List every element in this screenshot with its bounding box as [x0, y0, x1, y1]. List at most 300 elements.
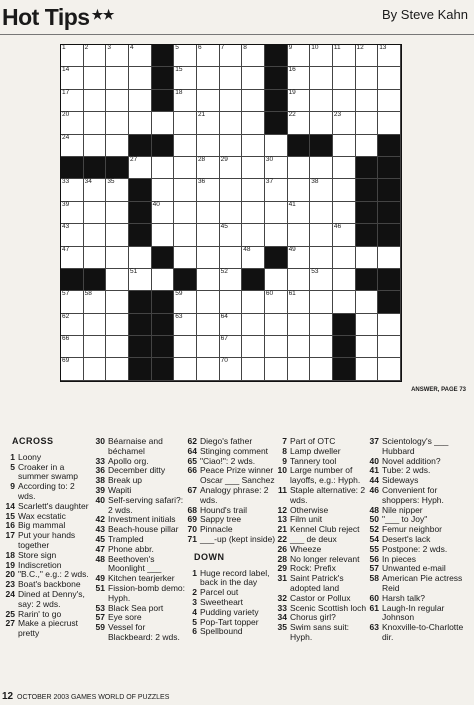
clue-number: 71 — [187, 533, 197, 544]
grid-cell[interactable] — [333, 269, 356, 291]
grid-cell[interactable] — [265, 157, 288, 179]
grid-cell[interactable] — [152, 179, 175, 201]
grid-cell[interactable] — [197, 157, 220, 179]
black-square — [356, 202, 379, 224]
grid-cell[interactable] — [61, 179, 84, 201]
grid-cell[interactable] — [310, 247, 333, 269]
grid-cell[interactable] — [220, 135, 243, 157]
clue-number: 53 — [95, 602, 105, 613]
grid-cell[interactable] — [84, 67, 107, 89]
grid-cell[interactable] — [310, 314, 333, 336]
grid-cell[interactable] — [197, 90, 220, 112]
clue-text: Make a piecrust pretty — [18, 618, 78, 639]
grid-cell[interactable] — [310, 202, 333, 224]
cell-number: 67 — [220, 335, 228, 343]
grid-cell[interactable] — [106, 269, 129, 291]
grid-cell[interactable] — [129, 157, 152, 179]
grid-cell[interactable] — [242, 112, 265, 134]
cell-number: 49 — [288, 245, 296, 253]
clue-item — [182, 466, 282, 486]
grid-cell[interactable] — [197, 247, 220, 269]
grid-cell[interactable] — [288, 358, 311, 380]
clue-item — [0, 482, 92, 502]
grid-cell[interactable] — [174, 112, 197, 134]
grid-cell[interactable] — [106, 224, 129, 246]
clue-number: 49 — [95, 573, 105, 584]
grid-cell[interactable] — [220, 202, 243, 224]
grid-cell[interactable] — [333, 135, 356, 157]
cell-number: 20 — [62, 111, 70, 119]
clue-number: 54 — [369, 533, 379, 544]
black-square — [378, 269, 401, 291]
grid-cell[interactable] — [378, 67, 401, 89]
grid-cell[interactable] — [265, 224, 288, 246]
clue-column-3 — [182, 437, 282, 637]
down-heading: DOWN — [194, 551, 225, 562]
grid-cell[interactable] — [333, 90, 356, 112]
grid-cell[interactable] — [220, 157, 243, 179]
black-square — [356, 179, 379, 201]
grid-cell[interactable] — [333, 112, 356, 134]
clue-number: 14 — [5, 500, 15, 511]
grid-cell[interactable] — [84, 135, 107, 157]
clue-text: Convenient for shoppers: Hyph. — [382, 484, 444, 505]
grid-cell[interactable] — [61, 45, 84, 67]
grid-cell[interactable] — [84, 336, 107, 358]
clue-number: 65 — [187, 455, 197, 466]
grid-cell[interactable] — [356, 135, 379, 157]
clue-text: Postpone: 2 wds. — [382, 543, 448, 554]
grid-cell[interactable] — [242, 314, 265, 336]
cell-number: 8 — [243, 44, 247, 51]
grid-cell[interactable] — [310, 224, 333, 246]
grid-cell[interactable] — [220, 90, 243, 112]
grid-cell[interactable] — [84, 247, 107, 269]
grid-cell[interactable] — [61, 358, 84, 380]
black-square — [378, 202, 401, 224]
grid-cell[interactable] — [61, 112, 84, 134]
grid-cell[interactable] — [265, 291, 288, 313]
black-square — [129, 314, 152, 336]
cell-number: 9 — [288, 44, 293, 51]
grid-cell[interactable] — [220, 179, 243, 201]
grid-cell[interactable] — [220, 291, 243, 313]
grid-cell[interactable] — [106, 358, 129, 380]
grid-cell[interactable] — [152, 157, 175, 179]
grid-cell[interactable] — [106, 314, 129, 336]
grid-cell[interactable] — [242, 247, 265, 269]
grid-cell[interactable] — [333, 291, 356, 313]
clue-text: "___ to Joy" — [382, 514, 428, 525]
clue-text: Rarin' to go — [18, 608, 62, 619]
grid-cell[interactable] — [174, 336, 197, 358]
clue-number: 63 — [369, 622, 379, 633]
grid-cell[interactable] — [288, 291, 311, 313]
grid-cell[interactable] — [152, 224, 175, 246]
cell-number: 16 — [288, 66, 296, 74]
grid-cell[interactable] — [288, 112, 311, 134]
grid-cell[interactable] — [310, 269, 333, 291]
grid-cell[interactable] — [288, 314, 311, 336]
cell-number: 23 — [333, 111, 342, 119]
grid-cell[interactable] — [242, 179, 265, 201]
grid-cell[interactable] — [288, 67, 311, 89]
cell-number: 66 — [62, 335, 70, 343]
clue-text: Boat's backbone — [18, 579, 81, 590]
grid-cell[interactable] — [61, 291, 84, 313]
clue-number: 1 — [10, 451, 15, 462]
clue-text: Fission-bomb demo: Hyph. — [108, 582, 186, 603]
grid-cell[interactable] — [84, 112, 107, 134]
grid-cell[interactable] — [333, 45, 356, 67]
grid-cell[interactable] — [197, 45, 220, 67]
clue-text: Kitchen tearjerker — [108, 573, 175, 584]
grid-cell[interactable] — [84, 291, 107, 313]
grid-cell[interactable] — [220, 336, 243, 358]
grid-cell[interactable] — [333, 179, 356, 201]
grid-cell[interactable] — [152, 202, 175, 224]
grid-cell[interactable] — [106, 135, 129, 157]
grid-cell[interactable] — [265, 179, 288, 201]
clue-number: 19 — [5, 559, 15, 570]
black-square — [378, 135, 401, 157]
clue-number: 33 — [95, 455, 105, 466]
grid-cell[interactable] — [378, 314, 401, 336]
grid-cell[interactable] — [84, 179, 107, 201]
cell-number: 43 — [62, 223, 70, 231]
grid-cell[interactable] — [333, 67, 356, 89]
black-square — [152, 247, 175, 269]
grid-cell[interactable] — [310, 291, 333, 313]
grid-cell[interactable] — [288, 269, 311, 291]
grid-cell[interactable] — [129, 247, 152, 269]
clue-column-4 — [272, 437, 372, 643]
grid-cell[interactable] — [378, 45, 401, 67]
cell-number: 39 — [62, 200, 70, 208]
cell-number: 47 — [62, 245, 70, 253]
grid-cell[interactable] — [106, 67, 129, 89]
grid-cell[interactable] — [356, 90, 379, 112]
grid-cell[interactable] — [84, 314, 107, 336]
grid-cell[interactable] — [174, 90, 197, 112]
grid-cell[interactable] — [242, 291, 265, 313]
page-footer — [2, 691, 169, 702]
black-square — [129, 358, 152, 380]
black-square — [356, 157, 379, 179]
grid-cell[interactable] — [106, 336, 129, 358]
cell-number: 13 — [379, 44, 387, 51]
grid-cell[interactable] — [84, 45, 107, 67]
clue-text: Tannery tool — [290, 455, 337, 466]
grid-cell[interactable] — [197, 112, 220, 134]
cell-number: 62 — [62, 312, 70, 320]
clue-number: 43 — [95, 524, 105, 535]
grid-cell[interactable] — [333, 224, 356, 246]
clue-item — [364, 604, 472, 624]
grid-cell[interactable] — [242, 336, 265, 358]
clue-text: Otherwise — [290, 504, 329, 515]
clue-item — [182, 627, 282, 637]
clue-number: 46 — [369, 484, 379, 495]
grid-cell[interactable] — [129, 269, 152, 291]
grid-cell[interactable] — [310, 90, 333, 112]
grid-cell[interactable] — [333, 202, 356, 224]
grid-cell[interactable] — [106, 45, 129, 67]
grid-cell[interactable] — [310, 157, 333, 179]
black-square — [333, 314, 356, 336]
grid-cell[interactable] — [356, 291, 379, 313]
clue-text: Dined at Denny's, say: 2 wds. — [18, 588, 85, 609]
grid-cell[interactable] — [61, 336, 84, 358]
clue-item — [0, 590, 92, 610]
grid-cell[interactable] — [174, 291, 197, 313]
grid-cell[interactable] — [197, 135, 220, 157]
grid-cell[interactable] — [174, 224, 197, 246]
grid-cell[interactable] — [220, 224, 243, 246]
grid-cell[interactable] — [84, 90, 107, 112]
black-square — [84, 157, 107, 179]
grid-cell[interactable] — [242, 135, 265, 157]
grid-cell[interactable] — [378, 247, 401, 269]
grid-cell[interactable] — [174, 45, 197, 67]
clue-item — [182, 569, 282, 589]
grid-cell[interactable] — [197, 291, 220, 313]
clue-text: Croaker in a summer swamp — [18, 461, 78, 482]
grid-cell[interactable] — [242, 45, 265, 67]
cell-number: 45 — [220, 223, 228, 231]
grid-cell[interactable] — [220, 45, 243, 67]
clue-text: Stinging comment — [200, 445, 269, 456]
grid-cell[interactable] — [310, 358, 333, 380]
clue-text: Wheeze — [290, 543, 322, 554]
grid-cell[interactable] — [220, 269, 243, 291]
grid-cell[interactable] — [288, 157, 311, 179]
clue-text: Novel addition? — [382, 455, 441, 466]
cell-number: 35 — [107, 178, 115, 186]
grid-cell[interactable] — [61, 202, 84, 224]
black-square — [129, 179, 152, 201]
grid-cell[interactable] — [61, 135, 84, 157]
grid-cell[interactable] — [152, 269, 175, 291]
grid-cell[interactable] — [61, 314, 84, 336]
grid-cell[interactable] — [356, 45, 379, 67]
grid-cell[interactable] — [242, 157, 265, 179]
grid-cell[interactable] — [197, 269, 220, 291]
cell-number: 57 — [62, 290, 70, 298]
black-square — [265, 67, 288, 89]
clue-number: 17 — [5, 530, 15, 541]
clue-text: Spellbound — [200, 626, 243, 637]
grid-cell[interactable] — [220, 314, 243, 336]
cell-number: 24 — [62, 133, 70, 141]
grid-cell[interactable] — [265, 269, 288, 291]
grid-cell[interactable] — [378, 336, 401, 358]
grid-cell[interactable] — [61, 67, 84, 89]
grid-cell[interactable] — [310, 45, 333, 67]
grid-cell[interactable] — [197, 314, 220, 336]
grid-cell[interactable] — [265, 314, 288, 336]
clue-text: Staple alternative: 2 wds. — [290, 484, 366, 505]
grid-cell[interactable] — [174, 358, 197, 380]
clue-number: 60 — [369, 592, 379, 603]
clue-number: 13 — [277, 514, 287, 525]
grid-cell[interactable] — [242, 67, 265, 89]
grid-cell[interactable] — [106, 112, 129, 134]
difficulty-stars: ★★ — [91, 7, 114, 22]
grid-cell[interactable] — [129, 45, 152, 67]
clue-number: 64 — [187, 445, 197, 456]
grid-cell[interactable] — [220, 112, 243, 134]
black-square — [106, 157, 129, 179]
grid-cell[interactable] — [61, 247, 84, 269]
grid-cell[interactable] — [84, 202, 107, 224]
grid-cell[interactable] — [174, 157, 197, 179]
grid-cell[interactable] — [378, 358, 401, 380]
grid-cell[interactable] — [84, 358, 107, 380]
clue-number: 34 — [277, 612, 287, 623]
grid-cell[interactable] — [288, 202, 311, 224]
grid-cell[interactable] — [197, 358, 220, 380]
grid-cell[interactable] — [174, 67, 197, 89]
grid-cell[interactable] — [106, 179, 129, 201]
clue-number: 11 — [278, 484, 287, 495]
clue-text: Nile nipper — [382, 504, 423, 515]
clue-text: Film unit — [290, 514, 323, 525]
grid-cell[interactable] — [197, 202, 220, 224]
clue-number: 59 — [95, 622, 105, 633]
grid-cell[interactable] — [220, 247, 243, 269]
grid-cell[interactable] — [220, 67, 243, 89]
clue-text: Desert's lack — [382, 533, 431, 544]
grid-cell[interactable] — [106, 247, 129, 269]
grid-cell[interactable] — [265, 336, 288, 358]
grid-cell[interactable] — [197, 224, 220, 246]
clue-column-2 — [90, 437, 185, 643]
clue-number: 62 — [187, 436, 197, 446]
clue-text: Saint Patrick's adopted land — [290, 573, 344, 593]
black-square — [152, 90, 175, 112]
clue-number: 35 — [277, 622, 287, 633]
grid-cell[interactable] — [174, 179, 197, 201]
grid-cell[interactable] — [288, 336, 311, 358]
grid-cell[interactable] — [129, 112, 152, 134]
clue-item — [272, 535, 372, 545]
clue-text: According to: 2 wds. — [18, 481, 75, 501]
grid-cell[interactable] — [265, 358, 288, 380]
grid-cell[interactable] — [197, 67, 220, 89]
grid-cell[interactable] — [288, 45, 311, 67]
grid-cell[interactable] — [242, 224, 265, 246]
grid-cell[interactable] — [106, 90, 129, 112]
cell-number: 52 — [220, 267, 228, 275]
grid-cell[interactable] — [242, 358, 265, 380]
black-square — [265, 247, 288, 269]
black-square — [152, 135, 175, 157]
grid-cell[interactable] — [378, 112, 401, 134]
grid-cell[interactable] — [129, 90, 152, 112]
grid-cell[interactable] — [356, 314, 379, 336]
grid-cell[interactable] — [333, 157, 356, 179]
grid-cell[interactable] — [242, 202, 265, 224]
grid-cell[interactable] — [310, 67, 333, 89]
grid-cell[interactable] — [288, 90, 311, 112]
grid-cell[interactable] — [106, 202, 129, 224]
clue-number: 5 — [10, 461, 15, 472]
clue-number: 68 — [187, 504, 197, 515]
grid-cell[interactable] — [356, 358, 379, 380]
black-square — [129, 336, 152, 358]
grid-cell[interactable] — [378, 90, 401, 112]
author-byline: By Steve Kahn — [382, 7, 468, 22]
black-square — [152, 314, 175, 336]
grid-cell[interactable] — [197, 336, 220, 358]
clue-number: 67 — [187, 484, 197, 495]
grid-cell[interactable] — [288, 179, 311, 201]
grid-cell[interactable] — [356, 112, 379, 134]
grid-cell[interactable] — [197, 179, 220, 201]
grid-cell[interactable] — [310, 112, 333, 134]
grid-cell[interactable] — [174, 247, 197, 269]
clue-text: Pudding variety — [200, 606, 259, 617]
cell-number: 14 — [62, 66, 70, 74]
clue-number: 25 — [5, 608, 15, 619]
grid-cell[interactable] — [356, 247, 379, 269]
grid-cell[interactable] — [129, 67, 152, 89]
clue-text: Beethoven's Moonlight ___ — [108, 553, 162, 574]
clue-item — [182, 486, 282, 506]
clue-number: 56 — [369, 553, 379, 564]
grid-cell[interactable] — [174, 314, 197, 336]
clue-number: 1 — [192, 567, 197, 578]
clue-item — [364, 574, 472, 594]
grid-cell[interactable] — [174, 202, 197, 224]
grid-cell[interactable] — [106, 291, 129, 313]
grid-cell[interactable] — [333, 247, 356, 269]
grid-cell[interactable] — [356, 336, 379, 358]
grid-cell[interactable] — [152, 112, 175, 134]
grid-cell[interactable] — [310, 336, 333, 358]
clue-item — [364, 623, 472, 643]
clue-text: Huge record label, back in the day — [200, 567, 270, 588]
grid-cell[interactable] — [84, 224, 107, 246]
grid-cell[interactable] — [220, 358, 243, 380]
grid-cell[interactable] — [356, 67, 379, 89]
black-square — [310, 135, 333, 157]
grid-cell[interactable] — [310, 179, 333, 201]
cell-number: 38 — [311, 178, 319, 186]
grid-cell[interactable] — [288, 247, 311, 269]
clue-text: Vessel for Blackbeard: 2 wds. — [108, 622, 180, 642]
clue-number: 52 — [369, 524, 379, 535]
clue-number: 10 — [277, 465, 287, 476]
grid-cell[interactable] — [61, 90, 84, 112]
clue-number: 69 — [187, 514, 197, 525]
grid-cell[interactable] — [242, 90, 265, 112]
grid-cell[interactable] — [265, 202, 288, 224]
cell-number: 40 — [152, 200, 160, 208]
clue-number: 16 — [5, 520, 15, 531]
grid-cell[interactable] — [174, 135, 197, 157]
cell-number: 61 — [288, 290, 296, 298]
grid-cell[interactable] — [265, 135, 288, 157]
clue-number: 4 — [192, 606, 197, 617]
clue-number: 57 — [369, 563, 379, 574]
grid-cell[interactable] — [288, 224, 311, 246]
grid-cell[interactable] — [61, 224, 84, 246]
cell-number: 27 — [129, 155, 138, 163]
clue-text: Self-serving safari?: 2 wds. — [108, 494, 184, 515]
cell-number: 17 — [62, 88, 70, 96]
